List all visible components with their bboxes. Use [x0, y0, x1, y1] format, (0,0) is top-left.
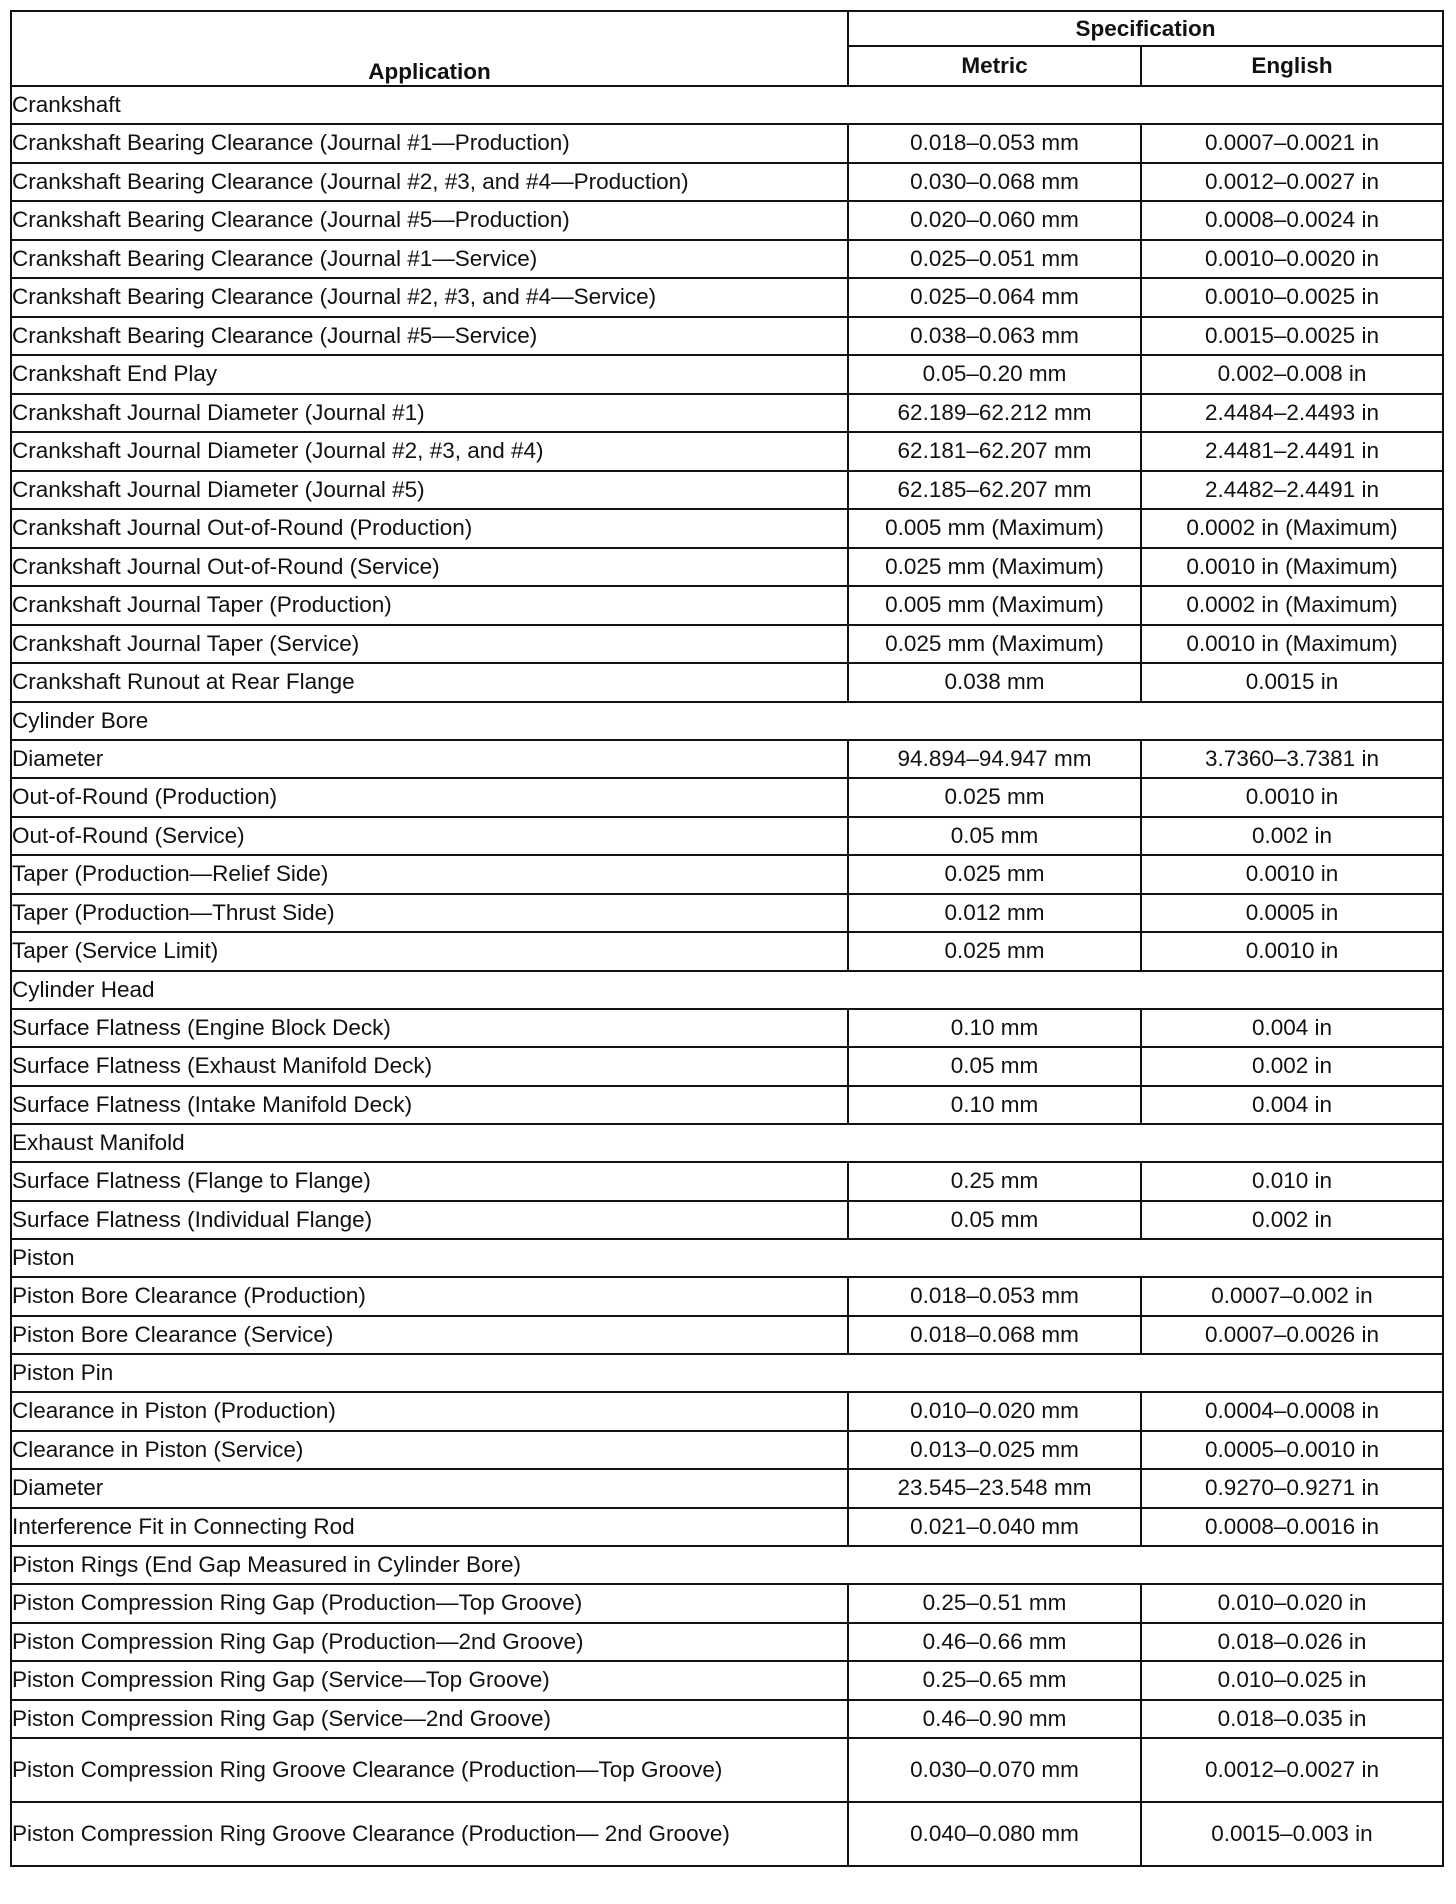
- english-cell: 0.0007–0.0021 in: [1141, 124, 1443, 163]
- table-row: [11, 1277, 1443, 1316]
- application-cell: Diameter: [11, 740, 848, 779]
- application-cell: Piston Compression Ring Gap (Production—Top Groove): [11, 1584, 848, 1623]
- specification-header: Specification: [848, 11, 1443, 46]
- table-row: [11, 1738, 1443, 1802]
- application-cell: Crankshaft Bearing Clearance (Journal #5—Production): [11, 201, 848, 240]
- table-row: [11, 201, 1443, 240]
- metric-cell: 0.038–0.063 mm: [848, 317, 1141, 356]
- application-cell: Interference Fit in Connecting Rod: [11, 1508, 848, 1547]
- application-cell: Crankshaft Journal Diameter (Journal #1): [11, 394, 848, 433]
- metric-cell: 62.185–62.207 mm: [848, 471, 1141, 510]
- application-cell: Taper (Production—Relief Side): [11, 855, 848, 894]
- section-row: [11, 86, 1443, 124]
- section-row: [11, 1354, 1443, 1392]
- metric-cell: 0.005 mm (Maximum): [848, 586, 1141, 625]
- section-title: Cylinder Head: [11, 971, 1443, 1009]
- application-cell: Surface Flatness (Exhaust Manifold Deck): [11, 1047, 848, 1086]
- header-row: [11, 11, 1443, 46]
- application-cell: Surface Flatness (Engine Block Deck): [11, 1009, 848, 1048]
- table-row: [11, 1508, 1443, 1547]
- english-cell: 0.0007–0.0026 in: [1141, 1316, 1443, 1355]
- english-cell: 0.9270–0.9271 in: [1141, 1469, 1443, 1508]
- metric-header: Metric: [848, 46, 1141, 86]
- english-cell: 0.002 in: [1141, 817, 1443, 856]
- application-cell: Clearance in Piston (Service): [11, 1431, 848, 1470]
- metric-cell: 0.018–0.068 mm: [848, 1316, 1141, 1355]
- english-cell: 0.0015 in: [1141, 663, 1443, 702]
- section-title: Piston: [11, 1239, 1443, 1277]
- english-cell: 0.0008–0.0024 in: [1141, 201, 1443, 240]
- english-cell: 0.010–0.025 in: [1141, 1661, 1443, 1700]
- application-cell: Piston Bore Clearance (Service): [11, 1316, 848, 1355]
- application-cell: Crankshaft Bearing Clearance (Journal #1—Service): [11, 240, 848, 279]
- english-cell: 0.010 in: [1141, 1162, 1443, 1201]
- english-cell: 0.0002 in (Maximum): [1141, 586, 1443, 625]
- table-row: [11, 1201, 1443, 1240]
- metric-cell: 0.040–0.080 mm: [848, 1802, 1141, 1866]
- spec-table-body: [11, 86, 1443, 1866]
- metric-cell: 0.46–0.90 mm: [848, 1700, 1141, 1739]
- application-cell: Piston Bore Clearance (Production): [11, 1277, 848, 1316]
- section-row: [11, 702, 1443, 740]
- application-cell: Clearance in Piston (Production): [11, 1392, 848, 1431]
- application-cell: Piston Compression Ring Gap (Service—2nd Groove): [11, 1700, 848, 1739]
- english-cell: 0.004 in: [1141, 1086, 1443, 1125]
- application-cell: Diameter: [11, 1469, 848, 1508]
- metric-cell: 0.025 mm (Maximum): [848, 625, 1141, 664]
- metric-cell: 0.46–0.66 mm: [848, 1623, 1141, 1662]
- english-cell: 0.010–0.020 in: [1141, 1584, 1443, 1623]
- metric-cell: 0.038 mm: [848, 663, 1141, 702]
- metric-cell: 0.25–0.65 mm: [848, 1661, 1141, 1700]
- application-cell: Crankshaft Journal Diameter (Journal #2, #3, and #4): [11, 432, 848, 471]
- table-row: [11, 509, 1443, 548]
- english-cell: 0.002–0.008 in: [1141, 355, 1443, 394]
- english-cell: 3.7360–3.7381 in: [1141, 740, 1443, 779]
- english-cell: 0.0007–0.002 in: [1141, 1277, 1443, 1316]
- english-cell: 0.002 in: [1141, 1201, 1443, 1240]
- application-cell: Out-of-Round (Production): [11, 778, 848, 817]
- metric-cell: 0.025–0.064 mm: [848, 278, 1141, 317]
- english-cell: 0.0010–0.0025 in: [1141, 278, 1443, 317]
- english-cell: 0.0004–0.0008 in: [1141, 1392, 1443, 1431]
- english-cell: 0.0010 in: [1141, 855, 1443, 894]
- application-header: Application: [11, 11, 848, 86]
- table-row: [11, 1469, 1443, 1508]
- english-cell: 0.0015–0.003 in: [1141, 1802, 1443, 1866]
- metric-cell: 0.05 mm: [848, 1201, 1141, 1240]
- table-row: [11, 471, 1443, 510]
- english-cell: 0.004 in: [1141, 1009, 1443, 1048]
- english-cell: 0.0008–0.0016 in: [1141, 1508, 1443, 1547]
- metric-cell: 0.10 mm: [848, 1009, 1141, 1048]
- table-row: [11, 778, 1443, 817]
- english-cell: 2.4484–2.4493 in: [1141, 394, 1443, 433]
- application-cell: Crankshaft Bearing Clearance (Journal #2, #3, and #4—Service): [11, 278, 848, 317]
- table-row: [11, 163, 1443, 202]
- metric-cell: 94.894–94.947 mm: [848, 740, 1141, 779]
- table-row: [11, 817, 1443, 856]
- table-row: [11, 663, 1443, 702]
- table-row: [11, 1009, 1443, 1048]
- application-cell: Crankshaft Journal Out-of-Round (Production): [11, 509, 848, 548]
- application-cell: Crankshaft Runout at Rear Flange: [11, 663, 848, 702]
- english-cell: 0.0010–0.0020 in: [1141, 240, 1443, 279]
- section-row: [11, 1546, 1443, 1584]
- table-row: [11, 548, 1443, 587]
- metric-cell: 0.025 mm: [848, 778, 1141, 817]
- metric-cell: 0.025–0.051 mm: [848, 240, 1141, 279]
- metric-cell: 0.030–0.070 mm: [848, 1738, 1141, 1802]
- application-cell: Crankshaft Journal Taper (Service): [11, 625, 848, 664]
- table-row: [11, 394, 1443, 433]
- table-row: [11, 355, 1443, 394]
- table-row: [11, 432, 1443, 471]
- application-cell: Surface Flatness (Intake Manifold Deck): [11, 1086, 848, 1125]
- spec-table: [10, 10, 1444, 1867]
- table-row: [11, 625, 1443, 664]
- english-cell: 0.0010 in: [1141, 778, 1443, 817]
- metric-cell: 62.189–62.212 mm: [848, 394, 1141, 433]
- english-header: English: [1141, 46, 1443, 86]
- english-cell: 0.018–0.035 in: [1141, 1700, 1443, 1739]
- application-cell: Taper (Service Limit): [11, 932, 848, 971]
- metric-cell: 0.005 mm (Maximum): [848, 509, 1141, 548]
- table-row: [11, 932, 1443, 971]
- english-cell: 0.0010 in (Maximum): [1141, 548, 1443, 587]
- section-title: Crankshaft: [11, 86, 1443, 124]
- english-cell: 0.002 in: [1141, 1047, 1443, 1086]
- english-cell: 2.4482–2.4491 in: [1141, 471, 1443, 510]
- table-row: [11, 894, 1443, 933]
- table-row: [11, 240, 1443, 279]
- english-cell: 0.0005–0.0010 in: [1141, 1431, 1443, 1470]
- section-title: Cylinder Bore: [11, 702, 1443, 740]
- metric-cell: 0.012 mm: [848, 894, 1141, 933]
- english-cell: 0.0005 in: [1141, 894, 1443, 933]
- metric-cell: 23.545–23.548 mm: [848, 1469, 1141, 1508]
- metric-cell: 0.05 mm: [848, 817, 1141, 856]
- metric-cell: 0.05–0.20 mm: [848, 355, 1141, 394]
- table-row: [11, 1661, 1443, 1700]
- english-cell: 2.4481–2.4491 in: [1141, 432, 1443, 471]
- table-row: [11, 1086, 1443, 1125]
- table-row: [11, 855, 1443, 894]
- table-row: [11, 1392, 1443, 1431]
- metric-cell: 0.020–0.060 mm: [848, 201, 1141, 240]
- metric-cell: 0.05 mm: [848, 1047, 1141, 1086]
- table-row: [11, 1162, 1443, 1201]
- application-cell: Piston Compression Ring Gap (Production—2nd Groove): [11, 1623, 848, 1662]
- metric-cell: 0.10 mm: [848, 1086, 1141, 1125]
- table-row: [11, 586, 1443, 625]
- english-cell: 0.0012–0.0027 in: [1141, 163, 1443, 202]
- english-cell: 0.0010 in (Maximum): [1141, 625, 1443, 664]
- section-row: [11, 971, 1443, 1009]
- application-cell: Taper (Production—Thrust Side): [11, 894, 848, 933]
- metric-cell: 0.25 mm: [848, 1162, 1141, 1201]
- application-cell: Surface Flatness (Flange to Flange): [11, 1162, 848, 1201]
- table-row: [11, 1431, 1443, 1470]
- table-row: [11, 1700, 1443, 1739]
- metric-cell: 0.013–0.025 mm: [848, 1431, 1141, 1470]
- application-cell: Out-of-Round (Service): [11, 817, 848, 856]
- metric-cell: 0.021–0.040 mm: [848, 1508, 1141, 1547]
- table-row: [11, 1802, 1443, 1866]
- application-cell: Crankshaft Bearing Clearance (Journal #5—Service): [11, 317, 848, 356]
- english-cell: 0.0012–0.0027 in: [1141, 1738, 1443, 1802]
- metric-cell: 0.25–0.51 mm: [848, 1584, 1141, 1623]
- metric-cell: 0.025 mm (Maximum): [848, 548, 1141, 587]
- application-cell: Crankshaft Journal Taper (Production): [11, 586, 848, 625]
- table-row: [11, 1623, 1443, 1662]
- section-row: [11, 1239, 1443, 1277]
- metric-cell: 0.018–0.053 mm: [848, 124, 1141, 163]
- application-cell: Piston Compression Ring Groove Clearance (Production— 2nd Groove): [11, 1802, 848, 1866]
- application-cell: Crankshaft Journal Diameter (Journal #5): [11, 471, 848, 510]
- metric-cell: 62.181–62.207 mm: [848, 432, 1141, 471]
- english-cell: 0.0002 in (Maximum): [1141, 509, 1443, 548]
- metric-cell: 0.025 mm: [848, 855, 1141, 894]
- table-row: [11, 317, 1443, 356]
- metric-cell: 0.010–0.020 mm: [848, 1392, 1141, 1431]
- table-row: [11, 1316, 1443, 1355]
- table-row: [11, 124, 1443, 163]
- section-title: Piston Rings (End Gap Measured in Cylinder Bore): [11, 1546, 1443, 1584]
- application-cell: Crankshaft Bearing Clearance (Journal #2, #3, and #4—Production): [11, 163, 848, 202]
- english-cell: 0.0015–0.0025 in: [1141, 317, 1443, 356]
- application-cell: Crankshaft Journal Out-of-Round (Service): [11, 548, 848, 587]
- section-title: Piston Pin: [11, 1354, 1443, 1392]
- table-row: [11, 1584, 1443, 1623]
- metric-cell: 0.025 mm: [848, 932, 1141, 971]
- section-title: Exhaust Manifold: [11, 1124, 1443, 1162]
- application-cell: Crankshaft Bearing Clearance (Journal #1—Production): [11, 124, 848, 163]
- table-row: [11, 278, 1443, 317]
- application-cell: Surface Flatness (Individual Flange): [11, 1201, 848, 1240]
- application-cell: Piston Compression Ring Gap (Service—Top Groove): [11, 1661, 848, 1700]
- metric-cell: 0.030–0.068 mm: [848, 163, 1141, 202]
- english-cell: 0.018–0.026 in: [1141, 1623, 1443, 1662]
- table-row: [11, 1047, 1443, 1086]
- application-cell: Crankshaft End Play: [11, 355, 848, 394]
- application-cell: Piston Compression Ring Groove Clearance (Production—Top Groove): [11, 1738, 848, 1802]
- section-row: [11, 1124, 1443, 1162]
- english-cell: 0.0010 in: [1141, 932, 1443, 971]
- table-row: [11, 740, 1443, 779]
- metric-cell: 0.018–0.053 mm: [848, 1277, 1141, 1316]
